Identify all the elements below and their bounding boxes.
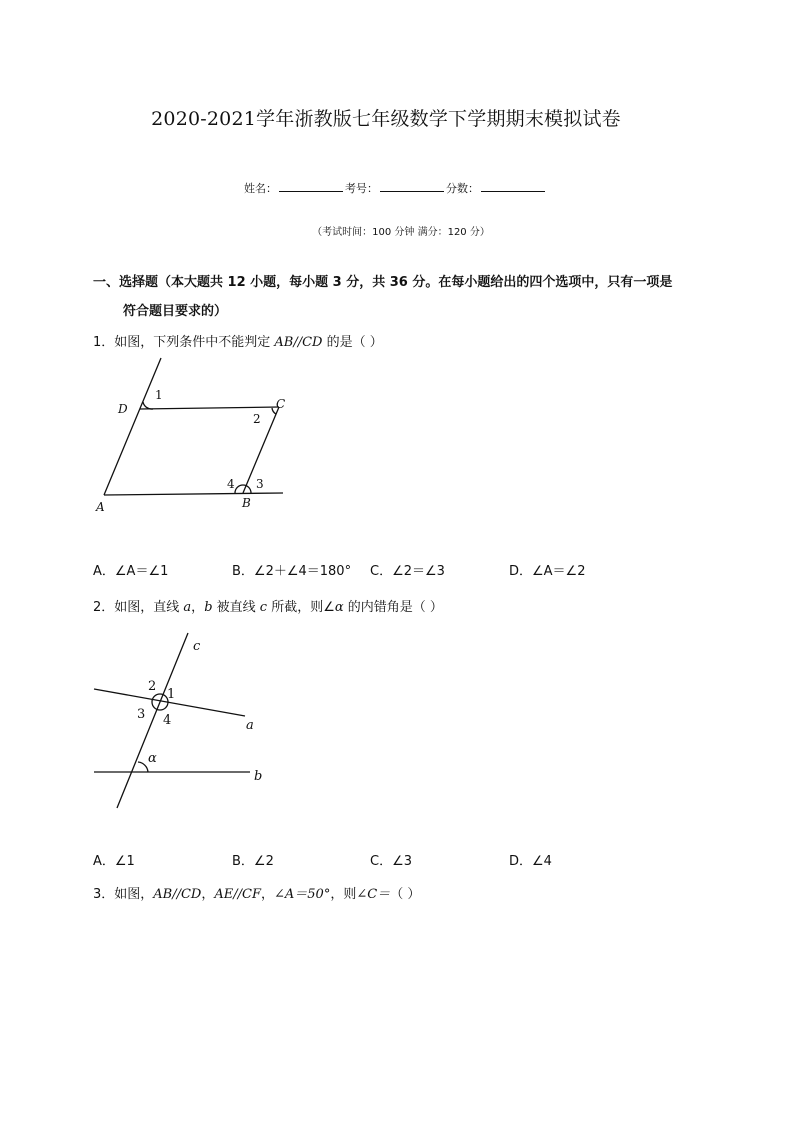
label-angle-1: 1	[155, 388, 163, 402]
q2-option-c: C．∠3	[370, 854, 413, 869]
q2-sep: ，	[191, 600, 205, 615]
q3-math-2: AE//CF	[214, 887, 261, 902]
exam-note: （考试时间：100 分钟 满分：120 分）	[312, 227, 490, 238]
id-blank	[380, 181, 444, 192]
q3-mid: ，则	[330, 887, 357, 902]
question-1-options	[93, 560, 733, 580]
q1-option-d: D．∠A＝∠2	[509, 564, 586, 579]
q2-mid2: 所截，则∠	[267, 600, 335, 615]
question-1-figure	[90, 355, 300, 520]
label-angle-2: 2	[253, 412, 261, 426]
q3-sep1: ，	[201, 887, 215, 902]
line-ab	[104, 493, 283, 495]
line-ad	[104, 358, 161, 495]
label-angle-2: 2	[148, 679, 157, 694]
label-A: A	[96, 500, 105, 514]
label-a: a	[246, 718, 254, 733]
student-info-row	[244, 180, 547, 196]
question-2-figure	[88, 628, 278, 813]
q2-math-c: c	[259, 600, 268, 615]
q2-option-d: D．∠4	[509, 854, 552, 869]
q1-post: 的是（ ）	[322, 335, 383, 350]
label-C: C	[276, 397, 286, 411]
q3-post: （ ）	[390, 887, 421, 902]
q2-math-alpha: α	[334, 600, 344, 615]
q2-math-a: a	[183, 600, 192, 615]
question-1-text	[93, 331, 383, 350]
label-angle-3: 3	[256, 477, 264, 491]
q3-math-1: AB//CD	[153, 887, 202, 902]
q2-math-b: b	[204, 600, 213, 615]
section-heading-line1: 一、选择题（本大题共 12 小题，每小题 3 分，共 36 分。在每小题给出的四个选项中，只有一项是	[93, 275, 673, 290]
angle-alpha-arc	[138, 762, 148, 772]
label-angle-3: 3	[137, 707, 146, 722]
q1-option-b: B．∠2＋∠4＝180°	[232, 564, 352, 579]
label-b: b	[254, 769, 263, 784]
section-heading-line2: 符合题目要求的）	[123, 304, 228, 319]
angle-1-arc	[143, 402, 153, 409]
section-heading	[93, 268, 713, 326]
score-label: 分数：	[446, 182, 479, 195]
label-B: B	[242, 496, 251, 510]
name-label: 姓名：	[244, 182, 277, 195]
q1-option-a: A．∠A＝∠1	[93, 564, 169, 579]
q2-pre: 2．如图，直线	[93, 600, 184, 615]
question-2-text	[93, 596, 443, 615]
q2-post: 的内错角是（ ）	[343, 600, 443, 615]
line-dc	[140, 407, 279, 409]
label-alpha: α	[148, 751, 157, 766]
line-c	[117, 633, 188, 808]
q3-pre: 3．如图，	[93, 887, 154, 902]
q2-mid: 被直线	[212, 600, 260, 615]
q3-sep2: ，	[260, 887, 274, 902]
q1-math: AB//CD	[274, 335, 323, 350]
q3-math-4: ∠C＝	[356, 887, 391, 902]
label-angle-4: 4	[163, 713, 172, 728]
question-2-options	[93, 850, 733, 870]
q2-option-b: B．∠2	[232, 854, 274, 869]
page-title: 2020-2021学年浙教版七年级数学下学期期末模拟试卷	[151, 108, 621, 130]
q1-pre: 1．如图，下列条件中不能判定	[93, 335, 275, 350]
q3-math-3: ∠A＝50°	[274, 887, 331, 902]
q2-option-a: A．∠1	[93, 854, 135, 869]
name-blank	[279, 181, 343, 192]
label-c: c	[193, 639, 201, 654]
id-label: 考号：	[345, 182, 378, 195]
label-angle-1: 1	[167, 687, 176, 702]
score-blank	[481, 181, 545, 192]
label-D: D	[118, 402, 128, 416]
q1-option-c: C．∠2＝∠3	[370, 564, 445, 579]
label-angle-4: 4	[227, 477, 235, 491]
question-3-text	[93, 883, 420, 902]
